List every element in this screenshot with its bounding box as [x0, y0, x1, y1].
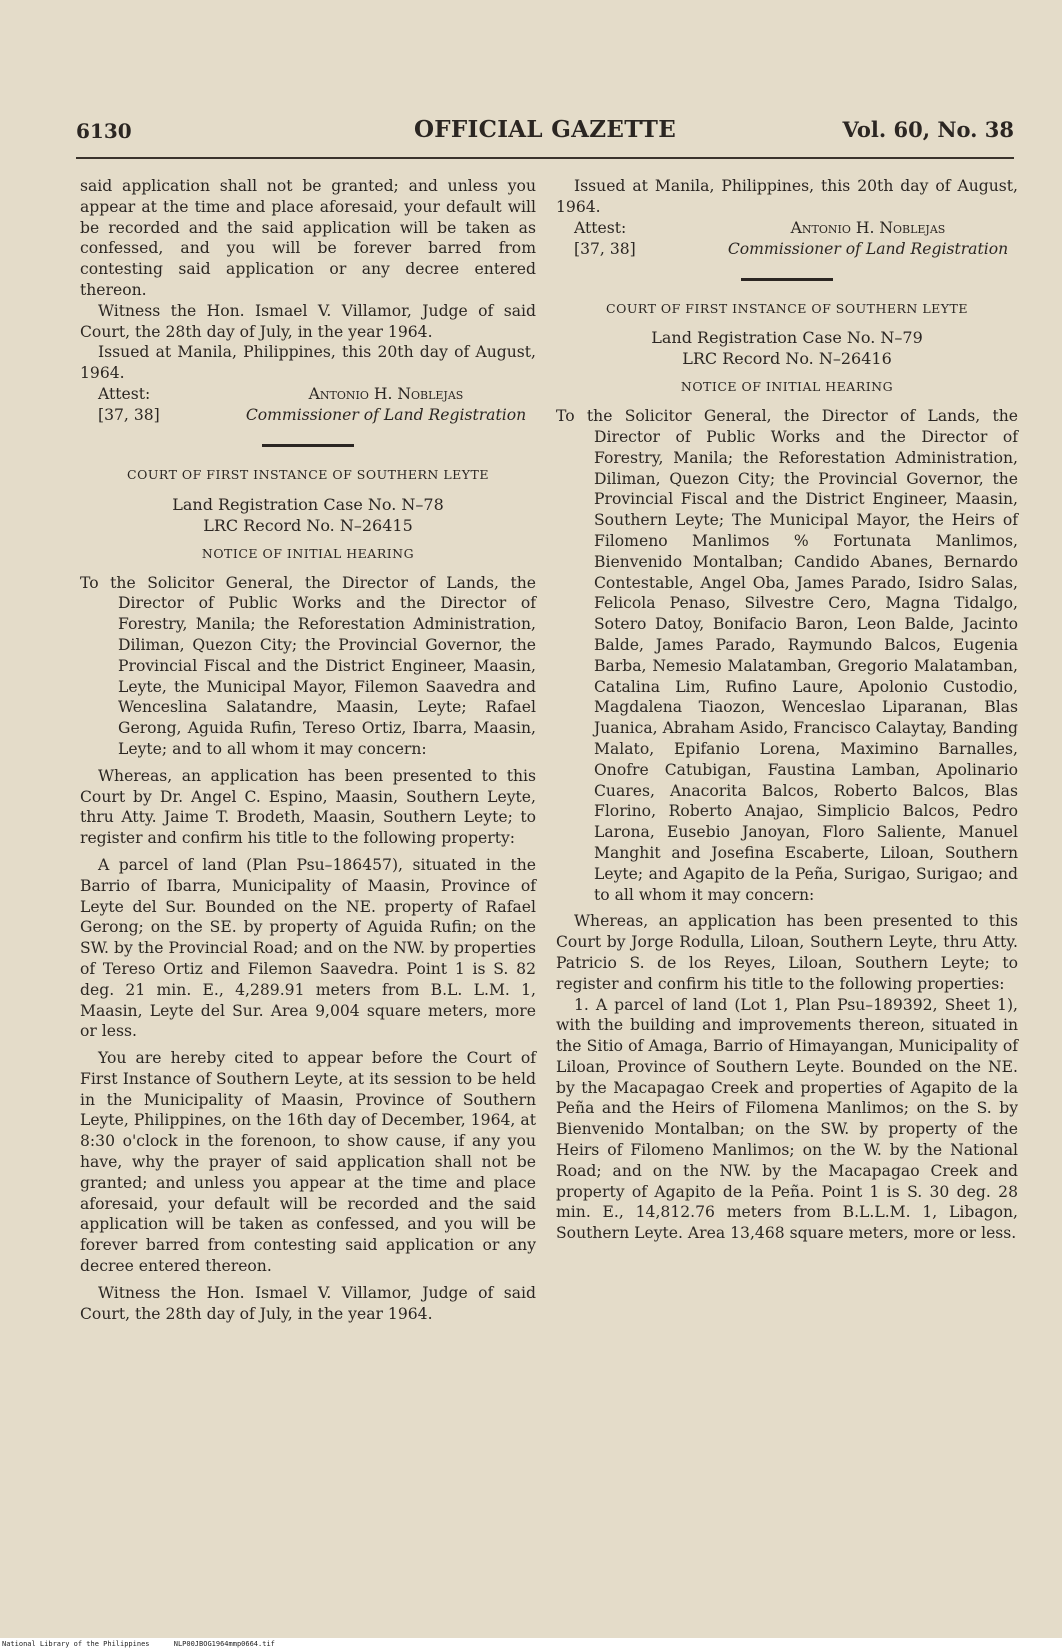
attest-title: Commissioner of Land Registration: [727, 239, 1009, 258]
attest-title: Commissioner of Land Registration: [245, 405, 527, 424]
attestation-block: [80, 384, 536, 426]
notice-heading: NOTICE OF INITIAL HEARING: [201, 545, 415, 561]
footer-library: National Library of the Philippines: [2, 1640, 150, 1648]
attest-name: Antonio H. Noblejas: [790, 218, 946, 237]
court-heading: COURT OF FIRST INSTANCE OF SOUTHERN LEYTE: [127, 466, 489, 482]
header-rule: [76, 157, 1014, 159]
parcel-description: 1. A parcel of land (Lot 1, Plan Psu–189392, Sheet 1), with the building and improvements thereon, situated in the Sitio of Amaga, Barrio of Himayangan, Municipality of Liloan, Province of Southern Leyte. Bounded on the NE. by the Macapagao Creek and properties of Agapito de la Peña and the Heirs of Filomena Manlimos; on the S. by Bienvenido Montalban; on the SW. by property of the Heirs of Filomeno Manlimos; on the W. by the National Road; and on the NW. by the Macapagao Creek and property of Agapito de la Peña. Point 1 is S. 30 deg. 28 min. E., 14,812.76 meters from B.L.L.M. 1, Libagon, Southern Leyte. Area 13,468 square meters, more or less.: [556, 995, 1018, 1243]
lrc-record-number: LRC Record No. N–26416: [682, 349, 892, 369]
attest-label: Attest:: [574, 218, 627, 237]
lrc-record-number: LRC Record No. N–26415: [203, 515, 413, 535]
page-number: 6130: [76, 119, 132, 143]
court-heading: COURT OF FIRST INSTANCE OF SOUTHERN LEYTE: [606, 300, 968, 316]
addressees-paragraph: To the Solicitor General, the Director of Lands, the Director of Public Works and the Director of Forestry, Manila; the Reforestation Administration, Diliman, Quezon City; the Provincial Governor, the Provincial Fiscal and the District Engineer, Maasin, Southern Leyte; The Municipal Mayor, the Heirs of Filomeno Manlimos % Fortunata Manlimos, Bienvenido Montalban; Candido Abanes, Bernardo Contestable, Angel Oba, James Parado, Isidro Salas, Felicola Penaso, Silvestre Cero, Magna Tidalgo, Sotero Datoy, Bonifacio Baron, Leon Balde, Jacinto Balde, James Parado, Raymundo Balcos, Eugenia Barba, Nemesio Malatamban, Gregorio Malatamban, Catalina Lim, Rufino Laure, Apolonio Custodio, Magdalena Tiaozon, Wenceslao Liparanan, Blas Juanica, Abraham Asido, Francisco Calaytay, Banding Malato, Epifanio Lorena, Maximino Barnalles, Onofre Catubigan, Faustina Lamban, Apolinario Cuares, Anacorita Balcos, Roberto Balcos, Blas Florino, Roberto Anajao, Simplicio Balcos, Pedro Larona, Eusebio Janoyan, Floro Saliente, Manuel Manghit and Josefina Escaberte, Liloan, Southern Leyte; and Agapito de la Peña, Surigao, Surigao; and to all whom it may concern:: [556, 407, 1018, 904]
issued-paragraph: Issued at Manila, Philippines, this 20th day of August, 1964.: [80, 343, 536, 383]
publication-title: OFFICIAL GAZETTE: [413, 116, 677, 143]
section-separator: [262, 444, 354, 447]
continued-paragraph: said application shall not be granted; and unless you appear at the time and place aforesaid, your default will be recorded and the said application will be taken as confessed, and you will be forever barred from contesting said application or any decree entered thereon.: [80, 177, 536, 299]
whereas-paragraph: Whereas, an application has been presented to this Court by Jorge Rodulla, Liloan, Southern Leyte, thru Atty. Patricio S. de los Reyes, Liloan, Southern Leyte; to register and confirm his title to the following properties:: [556, 912, 1018, 993]
section-separator: [741, 278, 833, 281]
page-header: [76, 116, 1014, 156]
citation-paragraph: You are hereby cited to appear before the Court of First Instance of Southern Leyte, at its session to be held in the Municipality of Maasin, Province of Southern Leyte, Philippines, on the 16th day of December, 1964, at 8:30 o'clock in the forenoon, to show cause, if any you have, why the prayer of said application shall not be granted; and unless you appear at the time and place aforesaid, your default will be recorded and the said application will be taken as confessed, and you will be forever barred from contesting said application or any decree entered thereon.: [80, 1049, 536, 1276]
volume-number: Vol. 60, No. 38: [842, 117, 1014, 142]
case-number: Land Registration Case No. N–79: [651, 328, 923, 348]
parcel-description: A parcel of land (Plan Psu–186457), situated in the Barrio of Ibarra, Municipality of Maasin, Province of Leyte del Sur. Bounded on the NE. property of Rafael Gerong; on the SE. by property of Aguida Rufin; on the SW. by the Provincial Road; and on the NW. by properties of Tereso Ortiz and Filemon Saavedra. Point 1 is S. 82 deg. 21 min. E., 4,289.91 meters from B.L. L.M. 1, Maasin, Leyte del Sur. Area 9,004 square meters, more or less.: [80, 855, 536, 1041]
attestation-block: [556, 218, 1018, 260]
witness-paragraph-2: Witness the Hon. Ismael V. Villamor, Judge of said Court, the 28th day of July, in the year 1964.: [80, 1283, 536, 1323]
case-number: Land Registration Case No. N–78: [172, 494, 444, 514]
whereas-paragraph: Whereas, an application has been presented to this Court by Dr. Angel C. Espino, Maasin, Southern Leyte, thru Atty. Jaime T. Brodeth, Maasin, Southern Leyte; to register and confirm his title to the following property:: [80, 766, 536, 848]
attest-name: Antonio H. Noblejas: [308, 384, 464, 403]
left-column: [80, 176, 536, 1324]
notice-heading: NOTICE OF INITIAL HEARING: [680, 379, 894, 395]
attest-reference: [37, 38]: [98, 405, 160, 424]
footer-file: NLP00JBOG1964mmp0664.tif: [173, 1640, 275, 1648]
issued-paragraph: Issued at Manila, Philippines, this 20th day of August, 1964.: [556, 177, 1018, 216]
addressees-paragraph: To the Solicitor General, the Director of Lands, the Director of Public Works and the Director of Forestry, Manila; the Reforestation Administration, Diliman, Quezon City; the Provincial Governor, the Provincial Fiscal and the District Engineer, Maasin, Leyte, the Municipal Mayor, Filemon Saavedra and Wenceslina Salatandre, Maasin, Leyte; Rafael Gerong, Aguida Rufin, Tereso Ortiz, Ibarra, Maasin, Leyte; and to all whom it may concern:: [80, 573, 536, 758]
witness-paragraph: Witness the Hon. Ismael V. Villamor, Judge of said Court, the 28th day of July, in the year 1964.: [80, 301, 536, 341]
attest-label: Attest:: [98, 384, 151, 403]
scan-footer: [0, 1638, 1062, 1650]
attest-reference: [37, 38]: [574, 239, 636, 258]
right-column: [556, 176, 1018, 1244]
